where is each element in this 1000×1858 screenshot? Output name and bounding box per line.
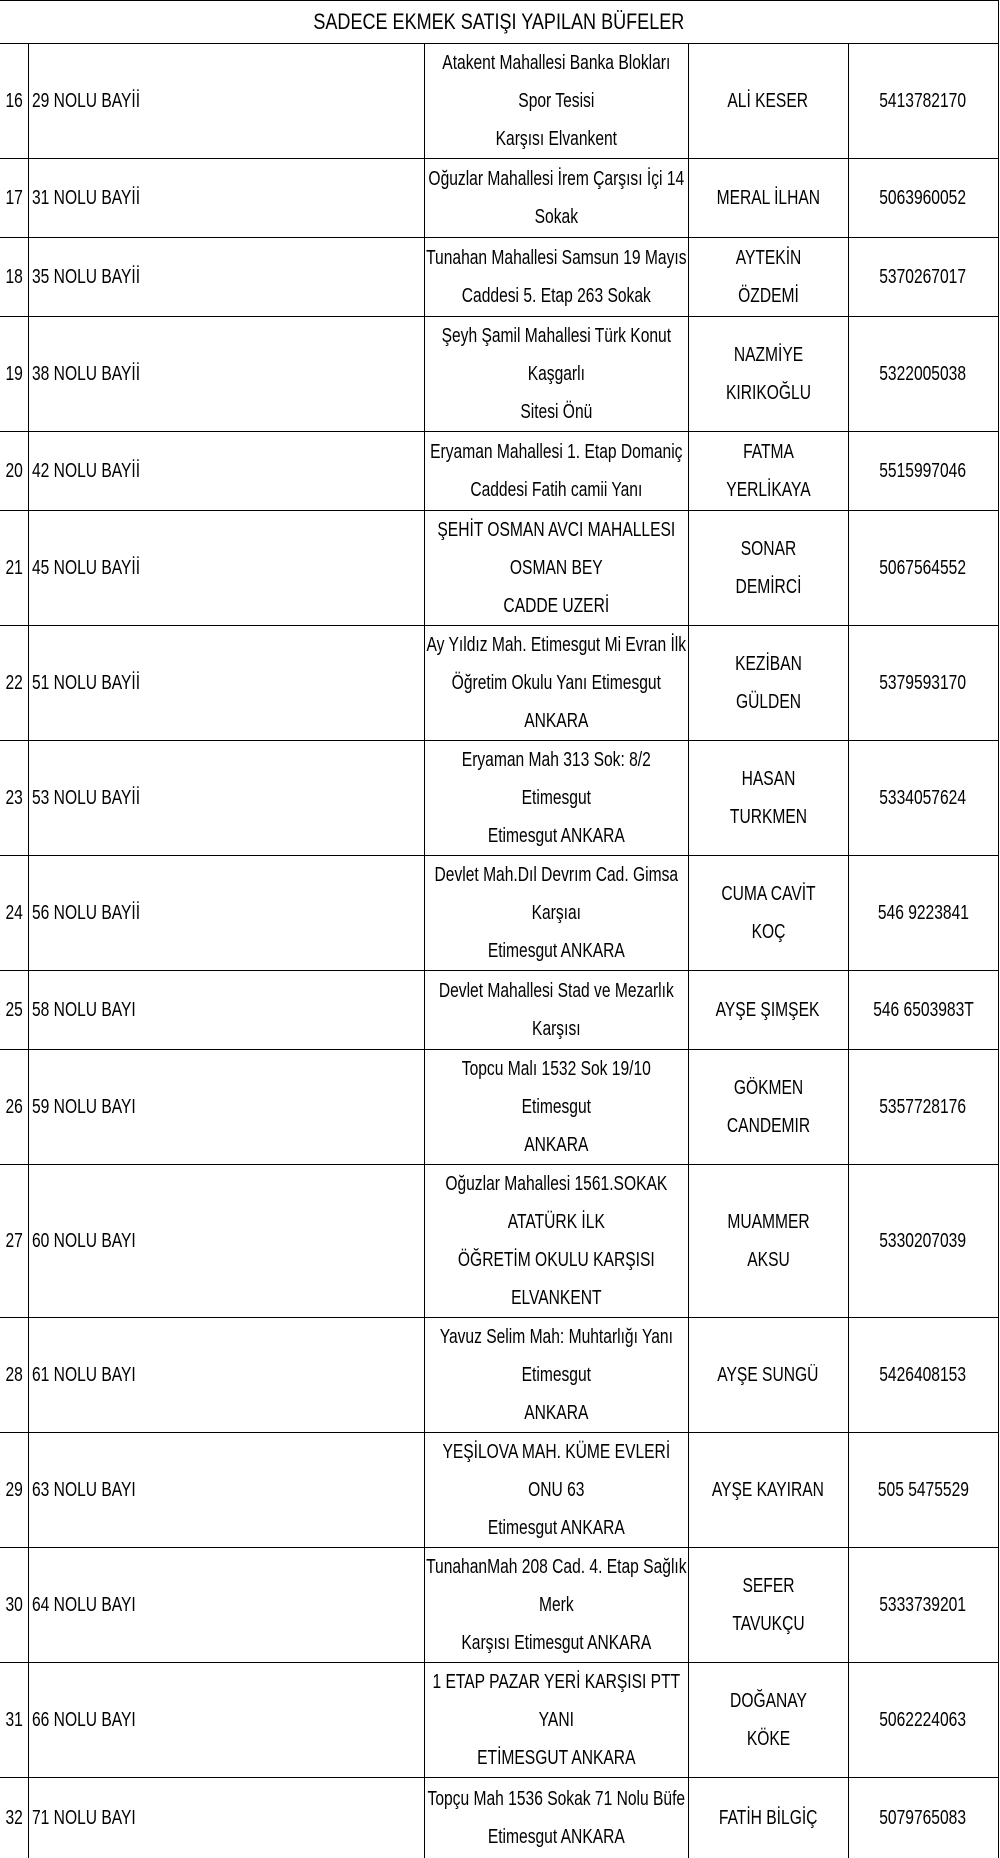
kiosk-owner-cell (688, 856, 848, 971)
kiosk-address: Eryaman Mah 313 Sok: 8/2 Etimesgut Etimesgut ANKARA (425, 741, 688, 855)
row-number: 17 (5, 179, 22, 217)
kiosk-owner-cell (688, 1050, 848, 1165)
kiosk-address: TunahanMah 208 Cad. 4. Etap Sağlık Merk Karşısı Etimesgut ANKARA (425, 1548, 688, 1662)
kiosk-name-cell (28, 1165, 424, 1318)
kiosk-name-cell (28, 1778, 424, 1858)
kiosk-name-cell (28, 1663, 424, 1778)
table-row (0, 238, 998, 317)
kiosk-phone: 546 6503983T (873, 991, 974, 1029)
kiosk-phone-cell (848, 317, 998, 432)
row-number-cell (0, 741, 28, 856)
kiosk-address: Devlet Mahallesi Stad ve Mezarlık Karşısı (425, 972, 688, 1048)
title-row (0, 1, 998, 44)
kiosk-phone: 505 5475529 (877, 1471, 968, 1509)
kiosk-address-cell (424, 1663, 688, 1778)
kiosk-phone-cell (848, 1663, 998, 1778)
kiosk-owner-cell (688, 741, 848, 856)
kiosk-name-cell (28, 741, 424, 856)
kiosk-name-cell (28, 626, 424, 741)
kiosk-owner: HASAN TURKMEN (706, 760, 830, 836)
kiosk-name: 59 NOLU BAYI (32, 1088, 136, 1126)
kiosk-owner: GÖKMEN CANDEMIR (706, 1069, 830, 1145)
kiosk-phone: 5426408153 (880, 1356, 967, 1394)
kiosk-address-cell (424, 1318, 688, 1433)
kiosk-phone-cell (848, 1778, 998, 1858)
kiosk-phone: 5079765083 (880, 1799, 967, 1837)
kiosk-phone-cell (848, 44, 998, 159)
row-number-cell (0, 1778, 28, 1858)
kiosk-phone-cell (848, 1433, 998, 1548)
row-number: 27 (5, 1222, 22, 1260)
row-number: 32 (5, 1799, 22, 1837)
table-row (0, 1778, 998, 1858)
kiosk-name: 66 NOLU BAYI (32, 1701, 136, 1739)
kiosk-address-cell (424, 1548, 688, 1663)
row-number-cell (0, 1318, 28, 1433)
kiosk-phone-cell (848, 856, 998, 971)
kiosk-address: 1 ETAP PAZAR YERİ KARŞISI PTT YANI ETİMESGUT ANKARA (425, 1663, 688, 1777)
kiosk-name: 71 NOLU BAYI (32, 1799, 136, 1837)
table-row (0, 1663, 998, 1778)
row-number: 21 (5, 549, 22, 587)
row-number: 24 (5, 894, 22, 932)
kiosk-name-cell (28, 159, 424, 238)
kiosk-phone-cell (848, 1318, 998, 1433)
kiosk-owner: MERAL İLHAN (716, 179, 819, 217)
row-number: 16 (5, 82, 22, 120)
kiosk-owner: NAZMİYE KIRIKOĞLU (706, 336, 830, 412)
kiosk-phone: 5379593170 (880, 664, 967, 702)
kiosk-owner: CUMA CAVİT KOÇ (706, 875, 830, 951)
kiosk-name-cell (28, 1548, 424, 1663)
kiosk-name: 51 NOLU BAYİİ (32, 664, 140, 702)
kiosk-name: 45 NOLU BAYİİ (32, 549, 140, 587)
row-number-cell (0, 159, 28, 238)
kiosk-phone-cell (848, 432, 998, 511)
kiosk-owner: ALİ KESER (728, 82, 809, 120)
table-title-text: SADECE EKMEK SATIŞI YAPILAN BÜFELER (313, 9, 684, 34)
kiosk-phone-cell (848, 741, 998, 856)
kiosk-address-cell (424, 1165, 688, 1318)
kiosk-phone-cell (848, 511, 998, 626)
kiosk-owner-cell (688, 971, 848, 1050)
row-number-cell (0, 1433, 28, 1548)
kiosk-name: 60 NOLU BAYI (32, 1222, 136, 1260)
row-number-cell (0, 238, 28, 317)
kiosk-phone-cell (848, 971, 998, 1050)
kiosk-phone-cell (848, 1165, 998, 1318)
row-number: 22 (5, 664, 22, 702)
kiosk-name: 63 NOLU BAYI (32, 1471, 136, 1509)
kiosk-address-cell (424, 971, 688, 1050)
kiosk-address: Tunahan Mahallesi Samsun 19 Mayıs Caddesi 5. Etap 263 Sokak (425, 239, 688, 315)
table-row (0, 1433, 998, 1548)
kiosk-address: Eryaman Mahallesi 1. Etap Domaniç Caddesi Fatih camii Yanı (425, 433, 688, 509)
kiosk-name: 56 NOLU BAYİİ (32, 894, 140, 932)
kiosk-owner-cell (688, 1165, 848, 1318)
kiosk-name-cell (28, 432, 424, 511)
kiosk-address-cell (424, 856, 688, 971)
row-number-cell (0, 432, 28, 511)
kiosk-address-cell (424, 317, 688, 432)
kiosk-owner-cell (688, 511, 848, 626)
row-number: 20 (5, 452, 22, 490)
table-body (0, 44, 998, 1858)
kiosk-name-cell (28, 1050, 424, 1165)
kiosk-owner-cell (688, 1433, 848, 1548)
row-number: 18 (5, 258, 22, 296)
kiosk-owner: FATİH BİLGİÇ (719, 1799, 818, 1837)
kiosk-name-cell (28, 511, 424, 626)
table-row (0, 159, 998, 238)
row-number: 23 (5, 779, 22, 817)
table-row (0, 971, 998, 1050)
kiosk-name-cell (28, 44, 424, 159)
kiosk-name: 35 NOLU BAYİİ (32, 258, 140, 296)
kiosk-owner: AYŞE ŞIMŞEK (716, 991, 820, 1029)
row-number: 28 (5, 1356, 22, 1394)
kiosk-address-cell (424, 159, 688, 238)
row-number-cell (0, 511, 28, 626)
kiosk-address: Oğuzlar Mahallesi 1561.SOKAK ATATÜRK İLK ÖĞRETİM OKULU KARŞISI ELVANKENT (425, 1165, 688, 1317)
kiosk-phone: 5370267017 (880, 258, 967, 296)
table-row (0, 1318, 998, 1433)
kiosk-owner: AYTEKİN ÖZDEMİ (706, 239, 830, 315)
kiosk-address-cell (424, 1433, 688, 1548)
table-title (90, 1, 908, 44)
kiosk-owner-cell (688, 317, 848, 432)
kiosk-phone: 5357728176 (880, 1088, 967, 1126)
kiosk-address: Ay Yıldız Mah. Etimesgut Mi Evran İlk Öğretim Okulu Yanı Etimesgut ANKARA (425, 626, 688, 740)
kiosk-phone: 5333739201 (880, 1586, 967, 1624)
row-number: 30 (5, 1586, 22, 1624)
kiosk-owner-cell (688, 159, 848, 238)
kiosk-name: 58 NOLU BAYI (32, 991, 136, 1029)
table-row (0, 626, 998, 741)
table-row (0, 856, 998, 971)
kiosk-name-cell (28, 1318, 424, 1433)
row-number-cell (0, 44, 28, 159)
kiosk-phone-cell (848, 1050, 998, 1165)
table-row (0, 317, 998, 432)
kiosk-phone: 5330207039 (880, 1222, 967, 1260)
kiosk-address-cell (424, 741, 688, 856)
kiosk-address: Yavuz Selim Mah: Muhtarlığı Yanı Etimesgut ANKARA (425, 1318, 688, 1432)
kiosk-address-cell (424, 44, 688, 159)
row-number-cell (0, 971, 28, 1050)
kiosk-phone: 5322005038 (880, 355, 967, 393)
row-number: 29 (5, 1471, 22, 1509)
kiosk-owner: AYŞE SUNGÜ (717, 1356, 818, 1394)
row-number-cell (0, 856, 28, 971)
row-number-cell (0, 1050, 28, 1165)
table-row (0, 511, 998, 626)
kiosk-owner: SEFER TAVUKÇU (706, 1567, 830, 1643)
kiosk-address: Oğuzlar Mahallesi İrem Çarşısı İçi 14 Sokak (425, 160, 688, 236)
kiosk-name: 29 NOLU BAYİİ (32, 82, 140, 120)
kiosk-owner: FATMA YERLİKAYA (706, 433, 830, 509)
kiosk-owner: AYŞE KAYIRAN (712, 1471, 824, 1509)
kiosk-address-cell (424, 511, 688, 626)
kiosk-address: Şeyh Şamil Mahallesi Türk Konut Kaşgarlı Sitesi Önü (425, 317, 688, 431)
row-number: 26 (5, 1088, 22, 1126)
kiosk-name: 61 NOLU BAYI (32, 1356, 136, 1394)
kiosk-name-cell (28, 971, 424, 1050)
kiosk-name-cell (28, 317, 424, 432)
kiosk-owner-cell (688, 1663, 848, 1778)
kiosk-name: 53 NOLU BAYİİ (32, 779, 140, 817)
kiosk-name-cell (28, 1433, 424, 1548)
kiosk-owner-cell (688, 44, 848, 159)
kiosk-address: ŞEHİT OSMAN AVCI MAHALLESI OSMAN BEY CADDE UZERİ (425, 511, 688, 625)
kiosk-name: 38 NOLU BAYİİ (32, 355, 140, 393)
kiosk-phone-cell (848, 626, 998, 741)
kiosk-phone: 546 9223841 (877, 894, 968, 932)
kiosk-phone-cell (848, 1548, 998, 1663)
row-number-cell (0, 626, 28, 741)
kiosk-address: Topcu Malı 1532 Sok 19/10 Etimesgut ANKARA (425, 1050, 688, 1164)
kiosk-name-cell (28, 856, 424, 971)
kiosk-address-cell (424, 1778, 688, 1858)
kiosk-address-cell (424, 432, 688, 511)
table-row (0, 741, 998, 856)
table-row (0, 1165, 998, 1318)
row-number-cell (0, 1548, 28, 1663)
row-number-cell (0, 1165, 28, 1318)
kiosk-owner: DOĞANAY KÖKE (706, 1682, 830, 1758)
kiosk-phone: 5413782170 (880, 82, 967, 120)
kiosk-owner-cell (688, 1548, 848, 1663)
kiosk-owner: KEZİBAN GÜLDEN (706, 645, 830, 721)
kiosk-address: Devlet Mah.Dıl Devrım Cad. Gimsa Karşıaı Etimesgut ANKARA (425, 856, 688, 970)
kiosk-address: Atakent Mahallesi Banka Blokları Spor Tesisi Karşısı Elvankent (425, 44, 688, 158)
kiosk-name-cell (28, 238, 424, 317)
kiosk-name: 42 NOLU BAYİİ (32, 452, 140, 490)
kiosk-phone: 5515997046 (880, 452, 967, 490)
kiosk-owner-cell (688, 238, 848, 317)
row-number: 25 (5, 991, 22, 1029)
kiosk-address: YEŞİLOVA MAH. KÜME EVLERİ ONU 63 Etimesgut ANKARA (425, 1433, 688, 1547)
kiosk-address-cell (424, 238, 688, 317)
kiosk-address-cell (424, 1050, 688, 1165)
kiosk-address: Topçu Mah 1536 Sokak 71 Nolu Büfe Etimesgut ANKARA (425, 1780, 688, 1856)
kiosk-phone: 5067564552 (880, 549, 967, 587)
kiosk-phone: 5334057624 (880, 779, 967, 817)
kiosk-phone-cell (848, 238, 998, 317)
kiosk-owner: MUAMMER AKSU (706, 1203, 830, 1279)
kiosk-phone: 5062224063 (880, 1701, 967, 1739)
row-number-cell (0, 1663, 28, 1778)
kiosk-address-cell (424, 626, 688, 741)
row-number: 19 (5, 355, 22, 393)
kiosk-phone-cell (848, 159, 998, 238)
row-number: 31 (5, 1701, 22, 1739)
table-row (0, 432, 998, 511)
kiosk-name: 31 NOLU BAYİİ (32, 179, 140, 217)
table-row (0, 44, 998, 159)
kiosk-name: 64 NOLU BAYI (32, 1586, 136, 1624)
table-row (0, 1548, 998, 1663)
kiosk-owner-cell (688, 1318, 848, 1433)
kiosk-owner-cell (688, 626, 848, 741)
table-row (0, 1050, 998, 1165)
kiosk-owner-cell (688, 432, 848, 511)
kiosk-phone: 5063960052 (880, 179, 967, 217)
row-number-cell (0, 317, 28, 432)
kiosk-owner: SONAR DEMİRCİ (706, 530, 830, 606)
kiosk-owner-cell (688, 1778, 848, 1858)
